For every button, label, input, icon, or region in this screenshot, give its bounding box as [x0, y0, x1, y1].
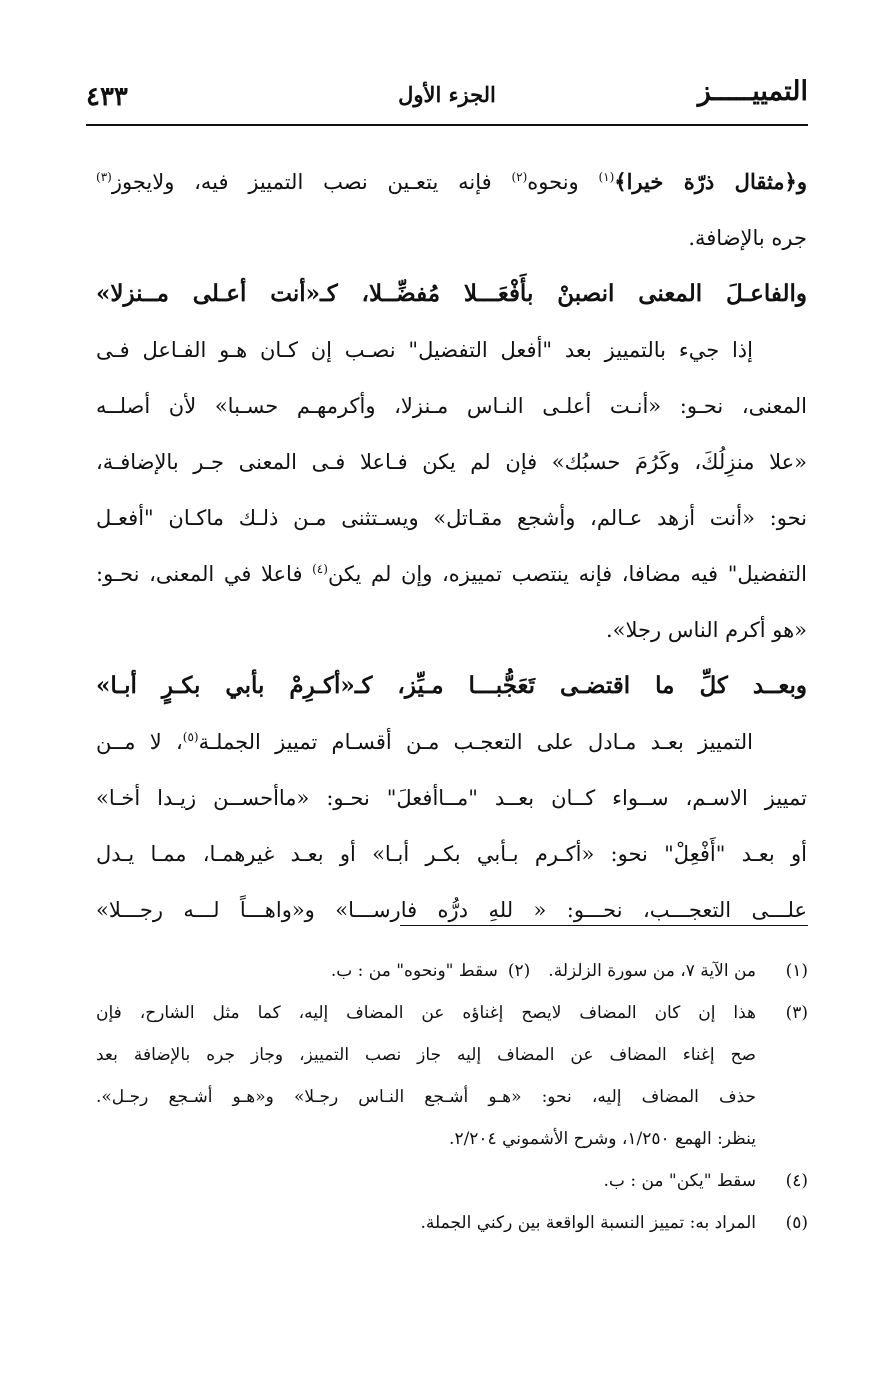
- main-text: [96, 154, 807, 938]
- text-line: و﴿مثقال ذرّة خيرا﴾$^{(١)}$ ونحوه$^{(٢)}$ فإنه يتعـين نصب التمييز فيه، ولايجوز$^{(٣)}$: [96, 169, 807, 194]
- verse-line: وبعــد كلِّ ما اقتضـى تَعَجُّبـــا مـيِّز، كـ«أكـرِمْ بأبي بكـرٍ أبـا»: [96, 672, 807, 699]
- footnote-text: من الآية ٧، من سورة الزلزلة.: [548, 961, 756, 981]
- text-line: إذا جيء بالتمييز بعد "أفعل التفضيل" نصـب إن كـان هـو الفـاعل فـى: [96, 338, 753, 362]
- footnote-ref: (٢): [511, 170, 528, 184]
- footnote-item: [96, 1202, 808, 1244]
- footnote-text: المراد به: تمييز النسبة الواقعة بين ركني الجملة.: [420, 1213, 756, 1233]
- text-line: التمييز بعـد مـادل على التعجـب مـن أقسـام تمييز الجملـة$^{(٥)}$، لا مــن: [96, 730, 753, 754]
- footnote-number: (٣): [785, 1003, 808, 1023]
- footnote-text: سقط "يكن" من : ب.: [603, 1171, 756, 1191]
- footnotes: [96, 950, 808, 1244]
- footnote-ref: (٥): [182, 730, 199, 744]
- text-line: «علا منزِلُكَ، وكَرُمَ حسبُك» فإن لم يكن فـاعلا فـى المعنى جـر بالإضافـة،: [96, 450, 807, 474]
- footnote-number: (٤): [785, 1171, 808, 1191]
- header-divider: [86, 124, 808, 126]
- text-line: نحو: «أنت أزهد عـالم، وأشجع مقـاتل» ويسـتثنى مـن ذلـك ماكـان "أفعـل: [96, 506, 807, 530]
- chapter-title: التمييـــــز: [697, 76, 808, 107]
- footnote-text: سقط "ونحوه" من : ب.: [330, 961, 498, 981]
- text-line: علـــى التعجـــب، نحـــو: « للهِ درُّه فارســـا» و«واهـــاً لـــه رجـــلا»: [96, 898, 807, 922]
- footnote-text: حذف المضاف إليه، نحو: «هـو أشـجع النـاس رجـلا» و«هـو أشـجع رجـل».: [96, 1087, 756, 1107]
- text-line: «هو أكرم الناس رجلا».: [606, 618, 807, 642]
- footnote-text: ينظر: الهمع ١/٢٥٠، وشرح الأشموني ٢/٢٠٤.: [449, 1129, 756, 1149]
- verse-line: والفاعـلَ المعنى انصبنْ بأَفْعَـــلا مُفضِّــلا، كـ«أنت أعـلى مــنزلا»: [96, 280, 807, 307]
- text-line: جره بالإضافة.: [688, 226, 807, 250]
- footnote-text: هذا إن كان المضاف لايصح إغناؤه عن المضاف إليه، كما مثل الشارح، فإن: [96, 1003, 756, 1023]
- footnote-number: (٥): [785, 1213, 808, 1233]
- text-line: أو بعـد "أَفْعِلْ" نحو: «أكـرم بـأبي بكـر أبـا» أو بعـد غيرهمـا، ممـا يـدل: [96, 842, 807, 866]
- page-number: ٤٣٣: [86, 82, 128, 112]
- text-line: المعنى، نحـو: «أنـت أعلـى النـاس مـنزلا، وأكرمهـم حسـبا» لأن أصلــه: [96, 394, 807, 418]
- footnote-number: (٢): [507, 961, 531, 981]
- text-line: تمييز الاسـم، ســواء كــان بعــد "مــاأفعلَ" نحـو: «ماأحســن زيـدا أخـا»: [96, 786, 807, 810]
- footnote-item: [96, 950, 808, 992]
- footnote-ref: (٤): [312, 562, 328, 576]
- footnote-number: (١): [785, 961, 808, 981]
- page-header: [86, 72, 808, 116]
- footnote-ref: (٣): [96, 170, 112, 184]
- footnote-ref: (١): [598, 170, 615, 184]
- text-line: التفضيل" فيه مضافا، فإنه ينتصب تمييزه، وإن لم يكن$^{(٤)}$ فاعلا في المعنى، نحـو:: [96, 562, 807, 586]
- footnote-item: [96, 992, 808, 1034]
- footnote-item: [96, 1160, 808, 1202]
- part-title: الجزء الأول: [398, 82, 496, 107]
- footnote-text: صح إغناء المضاف عن المضاف إليه جاز نصب التمييز، وجاز جره بالإضافة بعد: [96, 1045, 756, 1065]
- footnote-divider: [400, 925, 808, 926]
